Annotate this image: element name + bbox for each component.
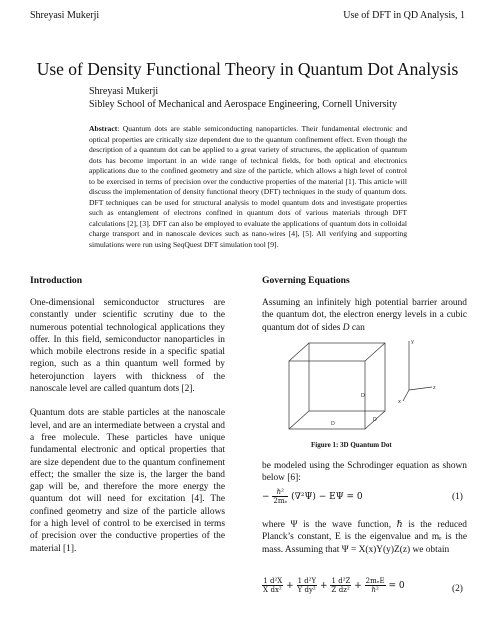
figure-caption: Figure 1: 3D Quantum Dot bbox=[311, 441, 392, 449]
abstract-text: : Quantum dots are stable semiconducting nanoparticles. Their fundamental electronic and optical properties are critically size dependent due to the quantum confinement effect. Even though the description of a quantum dot can be applied to a great variety of structures, the application of quantum dots has become important in an wide range of technical fields, for both optical and electronics applications due to the confined geometry and size of the particle, which allows a high level of control to be exercised in terms of precision over the conductive properties of the material [1]. This article will discuss the implementation of density functional theory (DFT) techniques in the study of quantum dots. DFT techniques can be used for structural analysis to model quantum dots and investigate properties such as entanglement of electrons confined in quantum dots of various materials through DFT calculations [2], [3]. DFT can also be employed to evaluate the applications of quantum dots in colloidal charge transport and in nanoscale devices such as nano-wires [4], [5]. All verifying and supporting simulations were run using SeqQuest DFT simulation tool [9]. bbox=[89, 124, 407, 249]
quantum-dot-figure bbox=[262, 335, 472, 440]
author-affiliation: Sibley School of Mechanical and Aerospace Engineering, Cornell University bbox=[89, 99, 397, 110]
abstract bbox=[89, 124, 407, 250]
axis-label-z: z bbox=[433, 385, 436, 391]
equation-2-number: (2) bbox=[452, 584, 463, 594]
author-block bbox=[89, 85, 397, 111]
variable-d: D bbox=[342, 322, 350, 333]
paper-title: Use of Density Functional Theory in Quantum Dot Analysis bbox=[36, 59, 459, 79]
governing-paragraph-1: Assuming an infinitely high potential barrier around the quantum dot, the electron energy levels in a cubic quantum dot of sides D can bbox=[262, 298, 467, 333]
governing-paragraph-2: be modeled using the Schrodinger equation as shown below [6]: bbox=[262, 461, 467, 484]
author-name: Shreyasi Mukerji bbox=[89, 86, 159, 97]
axis-label-x: x bbox=[398, 399, 401, 405]
equation-2: $\frac{1}{X}$ $\frac{\text{d²X}}{\text{dx²}}$ + $\frac{1}{Y}$ $\frac{\text{d²Y}}{\text{dy²}}$ + $\frac{1}{Z}$ $\frac{\text{d²Z}}{\text{dz²}}$ + $\frac{\text{2mₑE}}{\text{ℏ²}}$ = 0 bbox=[263, 577, 405, 594]
equation-1-number: (1) bbox=[452, 492, 463, 502]
introduction-heading: Introduction bbox=[30, 275, 83, 286]
cube-label-front: D bbox=[331, 421, 335, 427]
cube-label-side: D bbox=[373, 417, 377, 423]
introduction-paragraph: Quantum dots are stable particles at the nanoscale level, and are an intermediate between a crystal and a free molecule. These particles have unique fundamental electronic and optical properties that are size dependent due to the quantum confinement effect; the smaller the size is, the larger the band gap will be, and therefore the more energy the quantum dot will need for excitation [4]. The confined geometry and size of the particle allows for a high level of control to be exercised in terms of precision over the conductive properties of the material [1]. bbox=[30, 408, 225, 554]
header-author: Shreyasi Mukerji bbox=[30, 10, 100, 21]
axes bbox=[403, 341, 432, 401]
header-running-title: Use of DFT in QD Analysis, 1 bbox=[343, 10, 465, 21]
axis-label-y: y bbox=[411, 339, 414, 345]
cube-label-top: D bbox=[361, 393, 365, 399]
governing-equations-heading: Governing Equations bbox=[262, 275, 350, 286]
abstract-label: Abstract bbox=[89, 124, 118, 133]
introduction-body bbox=[30, 297, 225, 567]
introduction-paragraph: One-dimensional semiconductor structures are constantly under scientific scrutiny due to the numerous potential technological applications they offer. In this field, semiconductor nanoparticles in which mobile electrons reside in a specific spatial region, such as a thin quantum well formed by heterojunction layers with thickness of the nanoscale level are called quantum dots [2]. bbox=[30, 298, 225, 395]
governing-paragraph-3: where Ψ is the wave function, ℏ is the reduced Planck’s constant, E is the eigenvalue and mₑ is the mass. Assuming that Ψ = X(x)Y(y)Z(z) we obtain bbox=[262, 520, 467, 555]
equation-1: − $\frac{\text{ℏ²}}{\text{2mₑ}}$ (∇²Ψ) − EΨ = 0 bbox=[262, 488, 363, 505]
